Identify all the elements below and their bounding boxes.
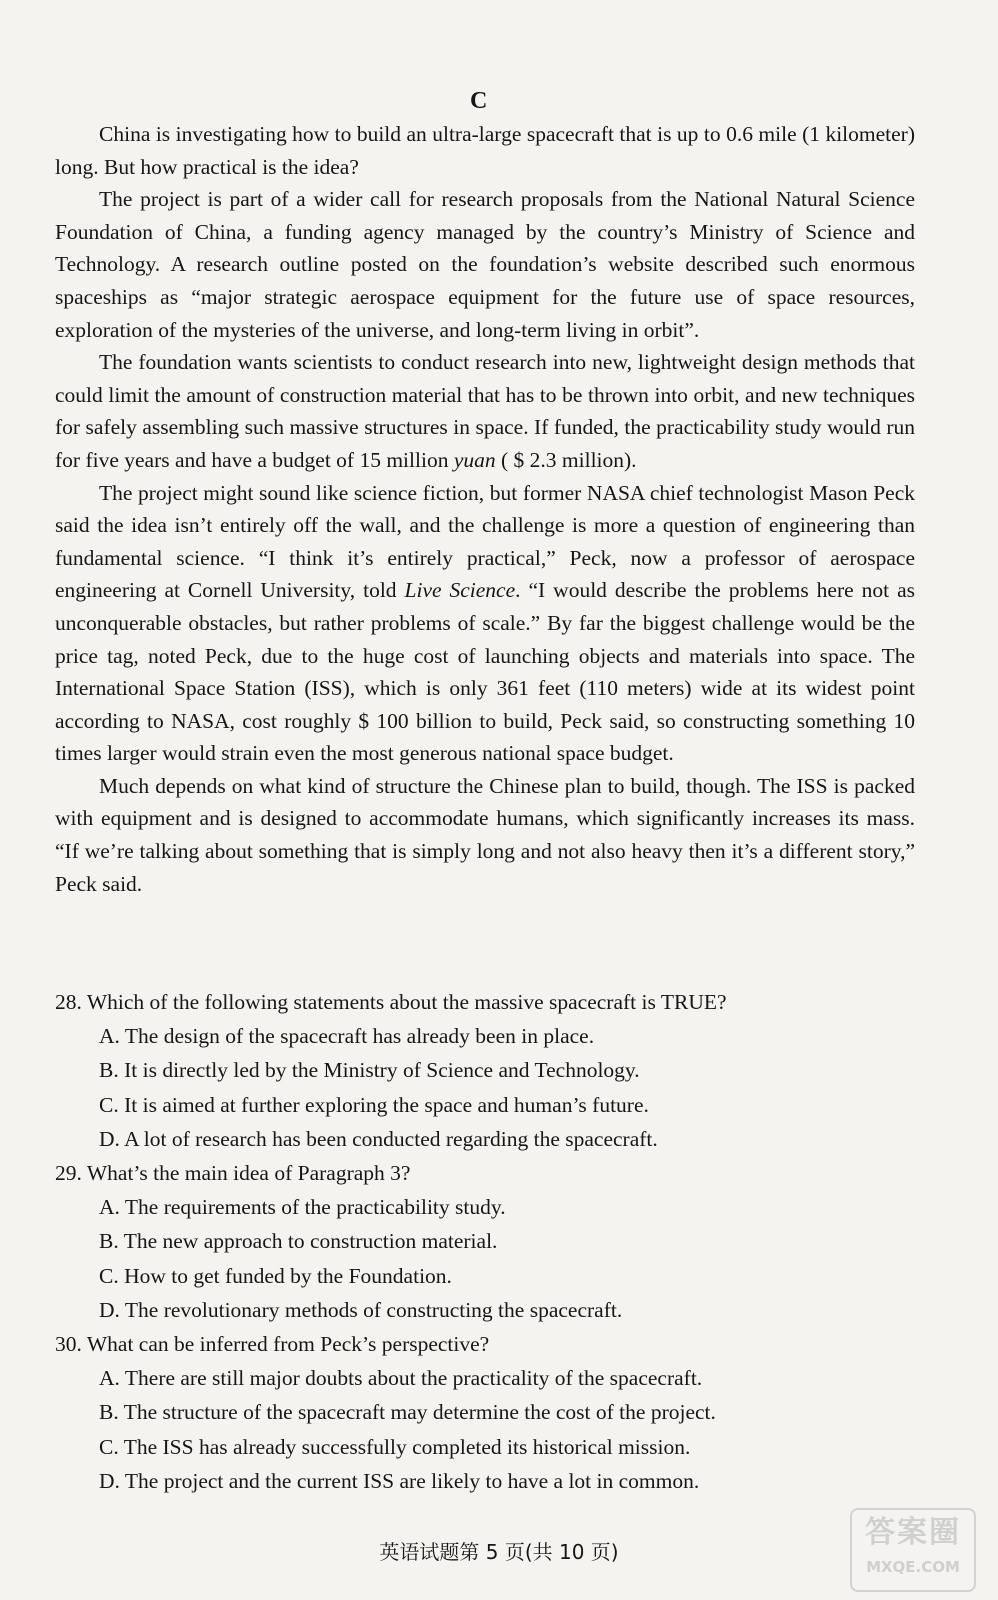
logo-mark: 答案圈 [865, 1515, 961, 1550]
currency-unit: yuan [453, 447, 496, 472]
question-number: 28. [55, 990, 82, 1014]
section-label: C [470, 88, 488, 114]
option-d: D. The project and the current ISS are likely to have a lot in common. [99, 1468, 700, 1493]
paragraph-2: The project is part of a wider call for research proposals from the National Natural Science Foundation of China, a funding agency managed by the country’s Ministry of Science and Technology. A research outline posted on the foundation’s website described such enormous spaceships as “major strategic aerospace equipment for the future use of space resources, exploration of the mysteries of the universe, and long-term living in orbit”. [55, 187, 915, 342]
question-list [55, 985, 915, 1498]
paragraph-1: China is investigating how to build an ultra-large spacecraft that is up to 0.6 mile (1 kilometer) long. But how practical is the idea? [55, 122, 915, 179]
paragraph-3-tail: ( $ 2.3 million). [501, 447, 637, 472]
question-stem [55, 1327, 915, 1361]
logo-url: MXQE.COM [866, 1558, 960, 1576]
paragraph-5: Much depends on what kind of structure the Chinese plan to build, though. The ISS is packed with equipment and is designed to accommodate humans, which significantly increases its mass. “If we’re talking about something that is simply long and not also heavy then it’s a different story,” Peck said. [55, 773, 915, 896]
question-number: 30. [55, 1332, 82, 1357]
option-a: A. The requirements of the practicability study. [99, 1195, 506, 1220]
option-c: C. How to get funded by the Foundation. [99, 1263, 452, 1288]
question-stem [55, 1156, 915, 1190]
question-number: 29. [55, 1161, 82, 1186]
question-29 [55, 1156, 915, 1327]
question-text: What’s the main idea of Paragraph 3? [86, 1161, 411, 1186]
option-c: C. The ISS has already successfully completed its historical mission. [99, 1434, 691, 1459]
option-a: A. There are still major doubts about the practicality of the spacecraft. [99, 1366, 703, 1391]
option-d: D. The revolutionary methods of constructing the spacecraft. [99, 1297, 623, 1322]
question-stem [55, 985, 915, 1019]
page-footer: 英语试题第 5 页(共 10 页) [379, 1540, 619, 1564]
publication-name: Live Science [404, 578, 516, 603]
watermark-logo [850, 1508, 976, 1592]
paragraph-4 [55, 477, 915, 770]
paragraph-3-text: The foundation wants scientists to conduct research into new, lightweight design methods that could limit the amount of construction material that has to be thrown into orbit, and new techniques for safely assembling such massive structures in space. If funded, the practicability study would run for five years and have a budget of 15 million [55, 350, 915, 472]
option-b: B. The new approach to construction material. [99, 1229, 498, 1254]
paragraph-4-tail: . “I would describe the problems here not as unconquerable obstacles, but rather problems of scale.” By far the biggest challenge would be the price tag, noted Peck, due to the huge cost of launching objects and materials into space. The International Space Station (ISS), which is only 361 feet (110 meters) wide at its widest point according to NASA, cost roughly $ 100 billion to build, Peck said, so constructing something 10 times larger would strain even the most generous national space budget. [55, 578, 915, 766]
option-c: C. It is aimed at further exploring the space and human’s future. [99, 1092, 649, 1117]
question-30 [55, 1327, 915, 1498]
option-b: B. The structure of the spacecraft may determine the cost of the project. [99, 1400, 716, 1425]
option-b: B. It is directly led by the Ministry of Science and Technology. [99, 1058, 640, 1083]
question-text: What can be inferred from Peck’s perspective? [86, 1332, 490, 1357]
question-text: Which of the following statements about the massive spacecraft is TRUE? [86, 990, 727, 1014]
paragraph-4-text: The project might sound like science fiction, but former NASA chief technologist Mason Peck said the idea isn’t entirely off the wall, and the challenge is more a question of engineering than fundamental science. “I think it’s entirely practical,” Peck, now a professor of aerospace engineering at Cornell University, told [55, 480, 915, 603]
question-28 [55, 985, 915, 1156]
option-d: D. A lot of research has been conducted regarding the spacecraft. [99, 1126, 658, 1151]
reading-passage [55, 118, 915, 900]
option-a: A. The design of the spacecraft has already been in place. [99, 1024, 595, 1049]
paragraph-3 [55, 346, 915, 476]
